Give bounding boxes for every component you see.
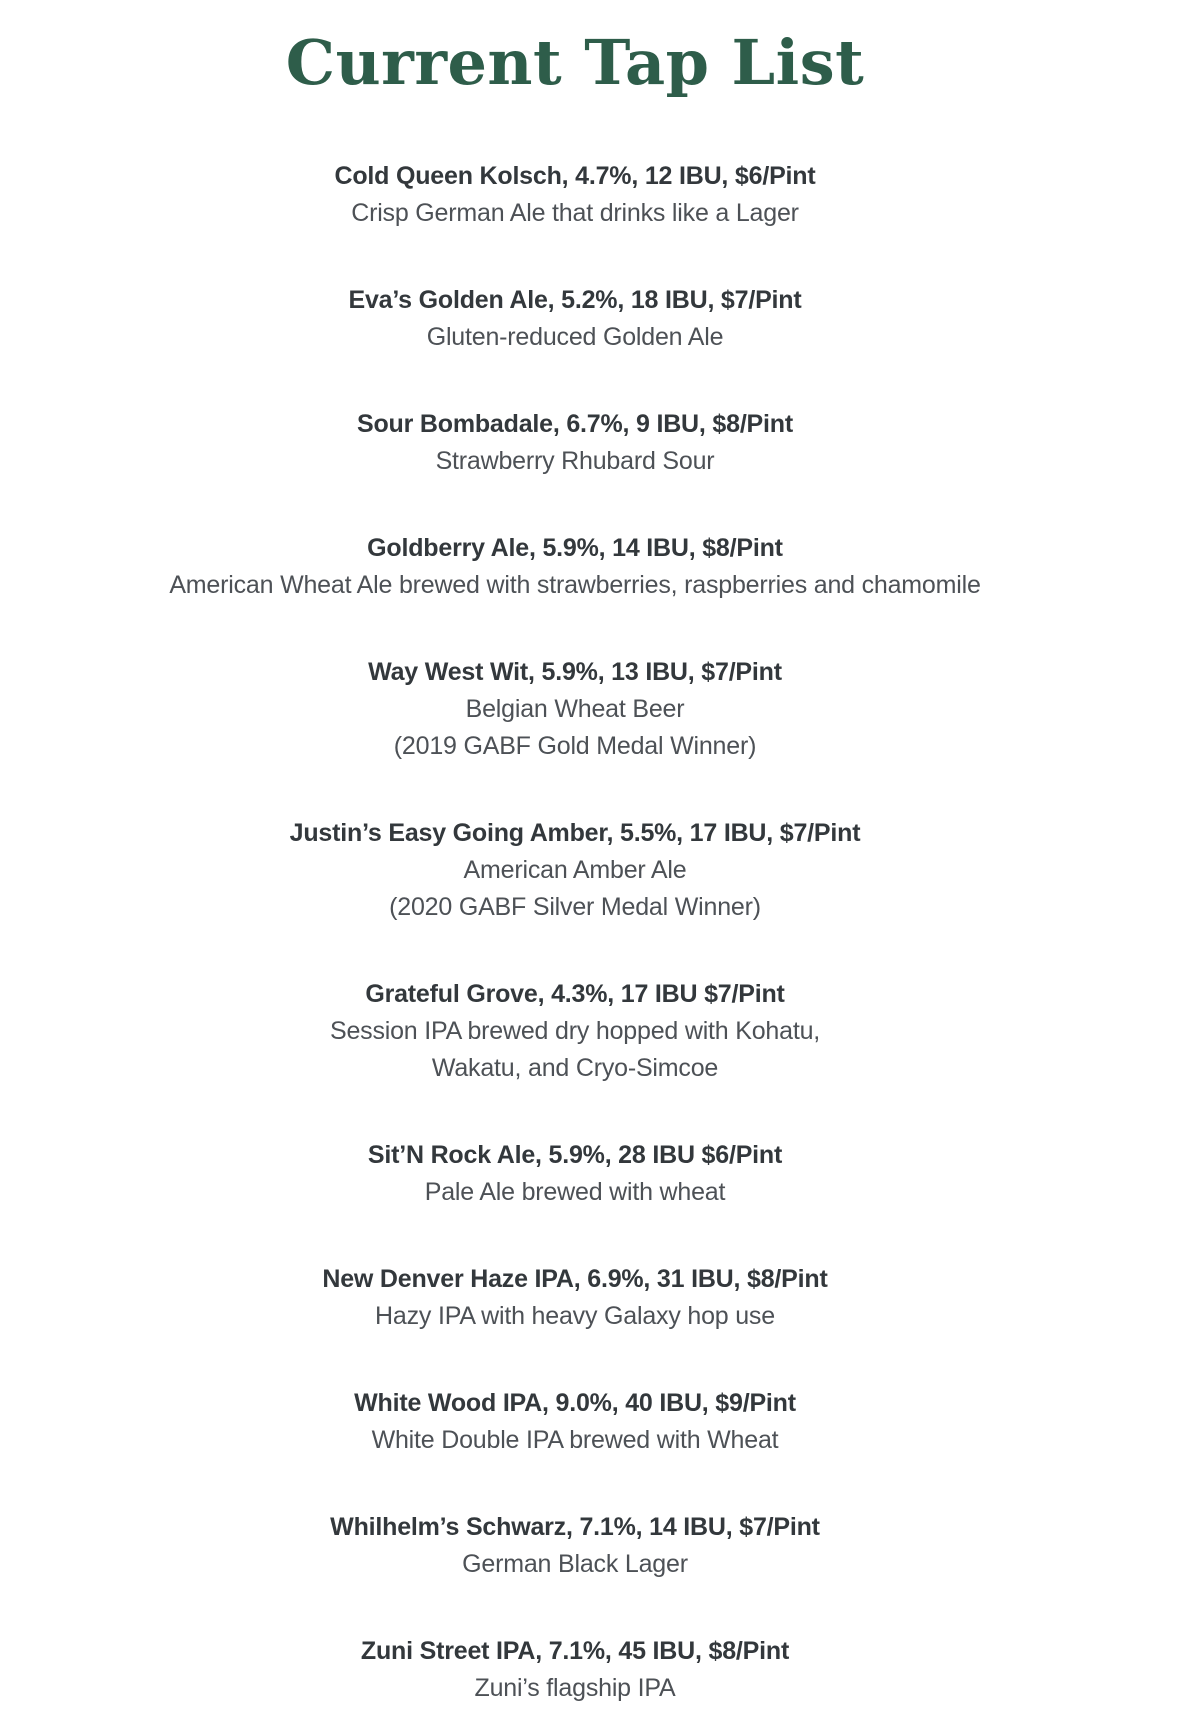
beer-entry [0, 1385, 1150, 1459]
beer-description-line: Strawberry Rhubard Sour [435, 447, 715, 475]
beer-entry [0, 530, 1150, 604]
beer-description [0, 852, 1150, 926]
beer-entry [0, 1633, 1150, 1707]
beer-entry [0, 406, 1150, 480]
beer-headline: Sour Bombadale, 6.7%, 9 IBU, $8/Pint [357, 410, 793, 438]
beer-headline: Grateful Grove, 4.3%, 17 IBU $7/Pint [365, 980, 785, 1008]
beer-description [0, 567, 1150, 604]
beer-description [0, 319, 1150, 356]
beer-description [0, 443, 1150, 480]
beer-description [0, 1174, 1150, 1211]
beer-description-line: Pale Ale brewed with wheat [424, 1178, 726, 1206]
beer-headline: Sit’N Rock Ale, 5.9%, 28 IBU $6/Pint [367, 1141, 783, 1169]
beer-entry [0, 158, 1150, 232]
beer-description [0, 1013, 1150, 1087]
beer-headline: Whilhelm’s Schwarz, 7.1%, 14 IBU, $7/Pint [330, 1513, 820, 1541]
beer-description-line: Session IPA brewed dry hopped with Kohatu, [329, 1017, 821, 1045]
beer-description-line: American Wheat Ale brewed with strawberries, raspberries and chamomile [169, 571, 981, 599]
beer-description-line: Belgian Wheat Beer [465, 695, 685, 723]
beer-description-line: Crisp German Ale that drinks like a Lager [351, 199, 799, 227]
beer-description [0, 195, 1150, 232]
beer-entry [0, 1137, 1150, 1211]
beer-description [0, 1546, 1150, 1583]
beer-headline: Cold Queen Kolsch, 4.7%, 12 IBU, $6/Pint [334, 162, 816, 190]
beer-headline: Zuni Street IPA, 7.1%, 45 IBU, $8/Pint [360, 1637, 790, 1665]
beer-entry [0, 1509, 1150, 1583]
beer-description-line: White Double IPA brewed with Wheat [371, 1426, 779, 1454]
beer-entry [0, 976, 1150, 1087]
beer-headline: New Denver Haze IPA, 6.9%, 31 IBU, $8/Pint [322, 1265, 828, 1293]
beer-headline: White Wood IPA, 9.0%, 40 IBU, $9/Pint [354, 1389, 796, 1417]
beer-description [0, 691, 1150, 765]
beer-description-line: (2020 GABF Silver Medal Winner) [389, 893, 761, 921]
beer-description-line: (2019 GABF Gold Medal Winner) [393, 732, 757, 760]
beer-description-line: Wakatu, and Cryo-Simcoe [431, 1054, 719, 1082]
page-title: Current Tap List [285, 26, 865, 99]
beer-description [0, 1670, 1150, 1707]
beer-headline: Eva’s Golden Ale, 5.2%, 18 IBU, $7/Pint [348, 286, 802, 314]
beer-description-line: Zuni’s flagship IPA [474, 1674, 676, 1702]
beer-headline: Way West Wit, 5.9%, 13 IBU, $7/Pint [368, 658, 782, 686]
beer-entry [0, 282, 1150, 356]
beer-entry [0, 815, 1150, 926]
beer-description [0, 1298, 1150, 1335]
beer-entry [0, 654, 1150, 765]
beer-list [0, 158, 1150, 1707]
beer-entry [0, 1261, 1150, 1335]
beer-headline: Goldberry Ale, 5.9%, 14 IBU, $8/Pint [367, 534, 783, 562]
beer-description-line: Hazy IPA with heavy Galaxy hop use [375, 1302, 775, 1330]
beer-description-line: American Amber Ale [463, 856, 687, 884]
beer-description-line: German Black Lager [462, 1550, 688, 1578]
beer-headline: Justin’s Easy Going Amber, 5.5%, 17 IBU, $7/Pint [289, 819, 861, 847]
beer-description [0, 1422, 1150, 1459]
beer-description-line: Gluten-reduced Golden Ale [426, 323, 724, 351]
